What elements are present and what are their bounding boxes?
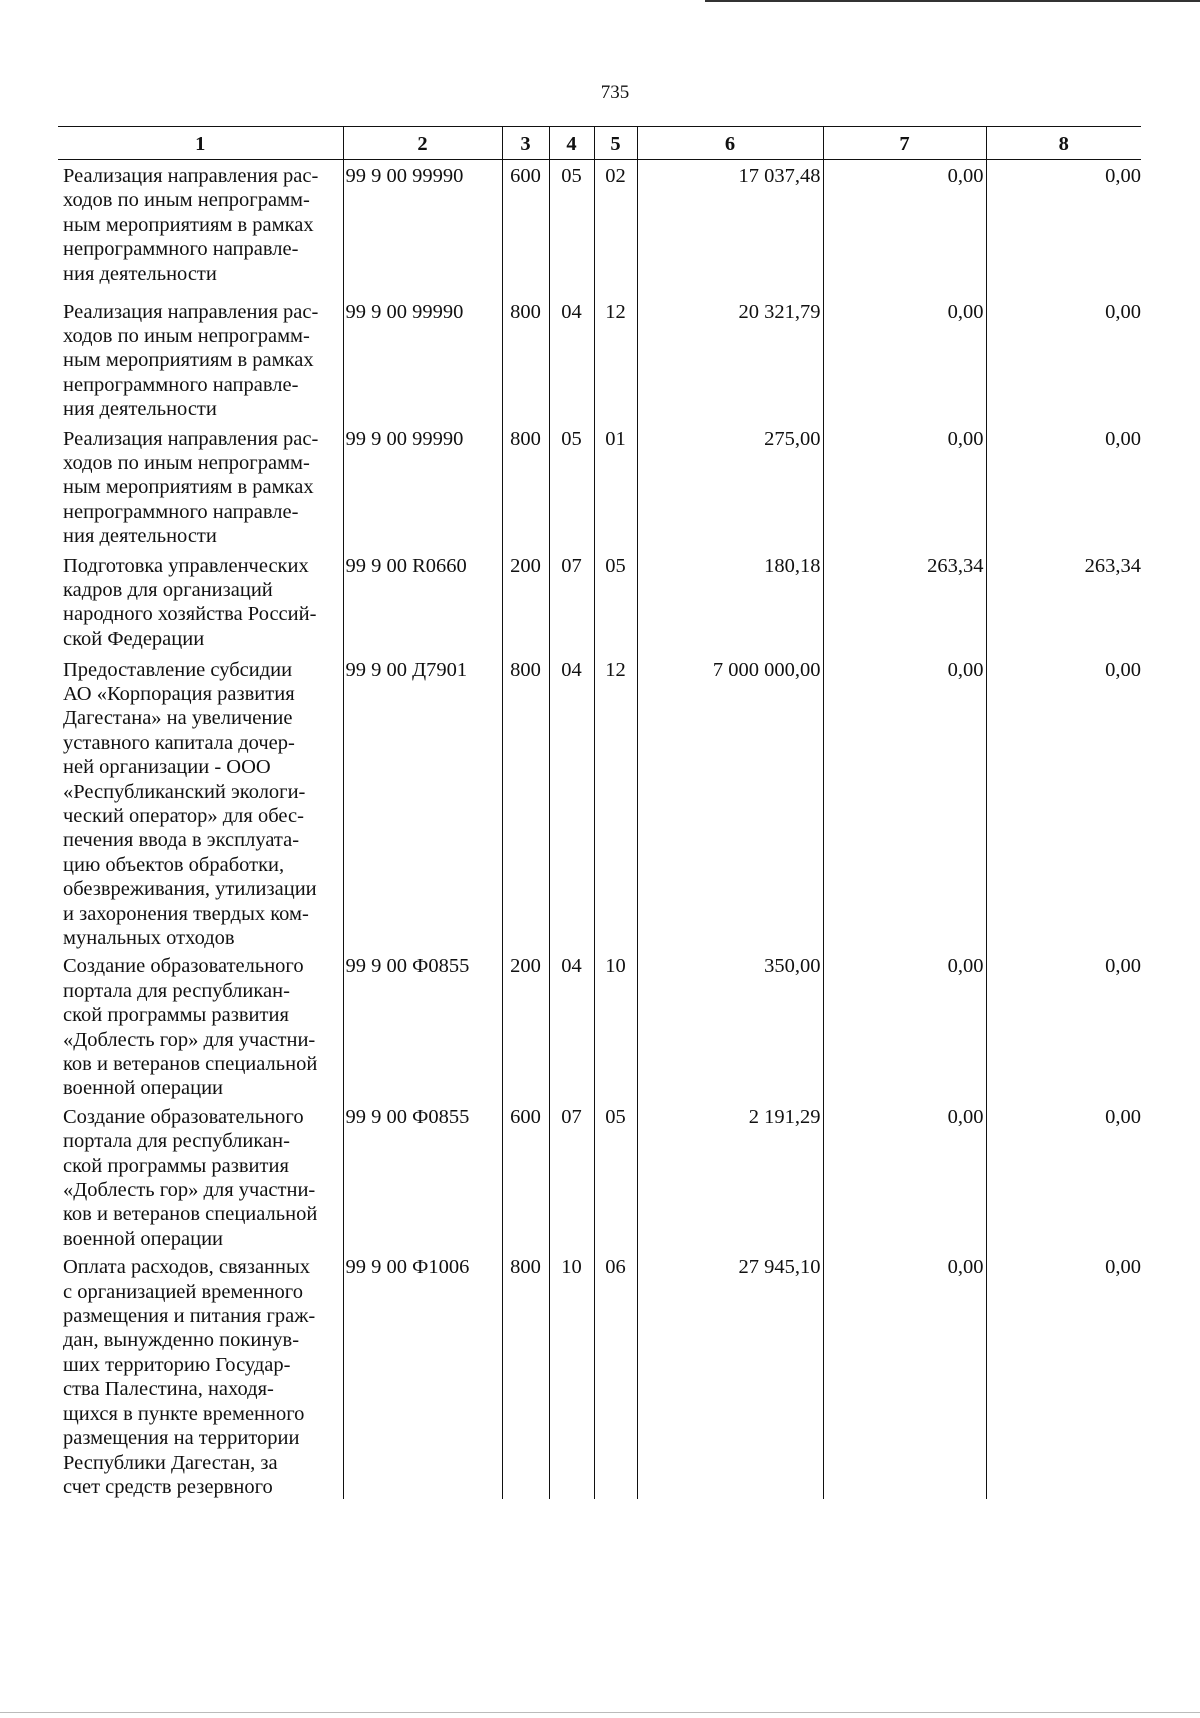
row-col-3-cell: 800 [502, 296, 549, 423]
row-name-line: Создание образовательного [63, 1105, 304, 1128]
row-name-line: ходов по иным непрограмм- [63, 324, 310, 347]
row-name-line: дан, вынужденно покинув- [63, 1329, 300, 1352]
top-rule [705, 0, 1200, 2]
row-col-6-cell: 7 000 000,00 [637, 654, 823, 951]
row-name-cell [58, 550, 343, 654]
row-col-6-cell: 180,18 [637, 550, 823, 654]
row-code-cell: 99 9 00 R0660 [343, 550, 502, 654]
row-name-line: «Доблесть гор» для участни- [63, 1028, 316, 1051]
row-name-line: ным мероприятиям в рамках [63, 349, 314, 372]
row-name-line: народного хозяйства Россий- [63, 603, 317, 626]
row-name-line: ным мероприятиям в рамках [63, 476, 314, 499]
row-name-line: ходов по иным непрограмм- [63, 451, 310, 474]
row-name-line: ния деятельности [63, 398, 217, 421]
row-name-line: ской программы развития [63, 1004, 289, 1027]
row-name-line: Оплата расходов, связанных [63, 1256, 311, 1279]
row-code-cell: 99 9 00 Д7901 [343, 654, 502, 951]
table-row [58, 654, 1141, 951]
row-name-line: АО «Корпорация развития [63, 682, 295, 705]
row-col-3-cell: 200 [502, 550, 549, 654]
row-name-cell [58, 1251, 343, 1499]
bottom-rule [0, 1712, 1200, 1713]
row-name-line: ской программы развития [63, 1154, 289, 1177]
row-name-line: размещения на территории [63, 1427, 300, 1450]
row-col-3-cell: 800 [502, 423, 549, 550]
row-col-3-cell: 800 [502, 1251, 549, 1499]
row-name-line: военной операции [63, 1077, 224, 1100]
header-col-6: 6 [637, 127, 823, 160]
row-name-line: ской Федерации [63, 627, 205, 650]
table-row [58, 1101, 1141, 1251]
row-col-5-cell: 02 [594, 160, 637, 296]
row-name-line: с организацией временного [63, 1280, 303, 1303]
table-row [58, 550, 1141, 654]
row-col-6-cell: 275,00 [637, 423, 823, 550]
row-col-3-cell: 200 [502, 950, 549, 1100]
table-body [58, 160, 1141, 1500]
row-name-line: Республики Дагестан, за [63, 1451, 278, 1474]
row-name-line: Подготовка управленческих [63, 554, 309, 577]
row-col-6-cell: 2 191,29 [637, 1101, 823, 1251]
row-col-5-cell: 12 [594, 654, 637, 951]
row-name-line: цию объектов обработки, [63, 853, 285, 876]
row-name-line: Предоставление субсидии [63, 658, 293, 681]
row-col-5-cell: 01 [594, 423, 637, 550]
row-col-6-cell: 20 321,79 [637, 296, 823, 423]
row-name-cell [58, 1101, 343, 1251]
header-col-8: 8 [986, 127, 1141, 160]
row-name-line: Дагестана» на увеличение [63, 707, 293, 730]
row-name-line: ческий оператор» для обес- [63, 804, 304, 827]
row-name-line: ным мероприятиям в рамках [63, 213, 314, 236]
row-name-cell [58, 423, 343, 550]
row-col-4-cell: 04 [549, 950, 594, 1100]
row-code-cell: 99 9 00 99990 [343, 160, 502, 296]
row-name-line: мунальных отходов [63, 926, 235, 949]
header-row [58, 127, 1141, 160]
row-name-line: непрограммного направле- [63, 238, 299, 261]
row-col-7-cell: 0,00 [823, 1251, 986, 1499]
row-col-8-cell: 0,00 [986, 160, 1141, 296]
row-name-line: портала для республикан- [63, 979, 290, 1002]
row-name-line: ходов по иным непрограмм- [63, 189, 310, 212]
row-name-line: печения ввода в эксплуата- [63, 829, 300, 852]
row-col-4-cell: 04 [549, 296, 594, 423]
row-col-8-cell: 0,00 [986, 950, 1141, 1100]
row-col-5-cell: 12 [594, 296, 637, 423]
row-col-3-cell: 600 [502, 160, 549, 296]
row-name-line: ния деятельности [63, 262, 217, 285]
row-name-cell [58, 950, 343, 1100]
table-row [58, 1251, 1141, 1499]
table-row [58, 296, 1141, 423]
row-code-cell: 99 9 00 99990 [343, 296, 502, 423]
row-code-cell: 99 9 00 Ф0855 [343, 950, 502, 1100]
row-col-7-cell: 263,34 [823, 550, 986, 654]
table-row [58, 160, 1141, 296]
row-name-cell [58, 654, 343, 951]
header-col-4: 4 [549, 127, 594, 160]
row-name-line: размещения и питания граж- [63, 1305, 316, 1328]
row-name-line: ков и ветеранов специальной [63, 1053, 318, 1075]
row-name-line: портала для республикан- [63, 1130, 290, 1153]
row-name-line: уставного капитала дочер- [63, 731, 295, 754]
row-name-line: непрограммного направле- [63, 500, 299, 523]
row-col-6-cell: 17 037,48 [637, 160, 823, 296]
row-name-line: счет средств резервного [63, 1475, 273, 1498]
row-name-line: «Доблесть гор» для участни- [63, 1179, 316, 1202]
row-name-line: ства Палестина, находя- [63, 1378, 274, 1401]
row-name-line: Реализация направления рас- [63, 427, 319, 450]
row-name-line: ков и ветеранов специальной [63, 1203, 318, 1226]
row-col-5-cell: 10 [594, 950, 637, 1100]
row-col-4-cell: 10 [549, 1251, 594, 1499]
row-name-line: кадров для организаций [63, 578, 273, 601]
row-code-cell: 99 9 00 Ф1006 [343, 1251, 502, 1499]
row-col-7-cell: 0,00 [823, 296, 986, 423]
row-col-7-cell: 0,00 [823, 950, 986, 1100]
row-col-4-cell: 05 [549, 160, 594, 296]
row-col-7-cell: 0,00 [823, 423, 986, 550]
row-code-cell: 99 9 00 Ф0855 [343, 1101, 502, 1251]
row-name-line: военной операции [63, 1227, 224, 1250]
header-col-2: 2 [343, 127, 502, 160]
row-name-line: ней организации - ООО [63, 756, 271, 779]
row-col-3-cell: 600 [502, 1101, 549, 1251]
row-col-5-cell: 05 [594, 1101, 637, 1251]
row-name-line: Реализация направления рас- [63, 165, 319, 187]
row-col-6-cell: 350,00 [637, 950, 823, 1100]
header-col-3: 3 [502, 127, 549, 160]
row-name-line: щихся в пункте временного [63, 1402, 305, 1425]
header-col-5: 5 [594, 127, 637, 160]
row-name-line: обезвреживания, утилизации [63, 878, 317, 901]
budget-table [58, 126, 1141, 1499]
row-col-8-cell: 0,00 [986, 1101, 1141, 1251]
row-name-cell [58, 160, 343, 296]
row-col-7-cell: 0,00 [823, 1101, 986, 1251]
row-name-line: Создание образовательного [63, 955, 304, 978]
table-row [58, 950, 1141, 1100]
row-col-3-cell: 800 [502, 654, 549, 951]
row-col-6-cell: 27 945,10 [637, 1251, 823, 1499]
header-col-7: 7 [823, 127, 986, 160]
row-name-line: и захоронения твердых ком- [63, 902, 309, 925]
row-name-line: Реализация направления рас- [63, 300, 319, 323]
row-name-line: ния деятельности [63, 525, 217, 548]
page-number: 735 [600, 82, 630, 103]
row-code-cell: 99 9 00 99990 [343, 423, 502, 550]
header-col-1: 1 [58, 127, 343, 160]
row-col-7-cell: 0,00 [823, 160, 986, 296]
row-col-8-cell: 0,00 [986, 1251, 1141, 1499]
table-row [58, 423, 1141, 550]
row-col-4-cell: 07 [549, 550, 594, 654]
row-col-5-cell: 05 [594, 550, 637, 654]
row-name-line: непрограммного направле- [63, 373, 299, 396]
row-col-8-cell: 0,00 [986, 296, 1141, 423]
row-col-4-cell: 07 [549, 1101, 594, 1251]
row-name-line: ших территорию Государ- [63, 1353, 291, 1376]
row-col-8-cell: 0,00 [986, 423, 1141, 550]
row-col-5-cell: 06 [594, 1251, 637, 1499]
row-name-line: «Республиканский экологи- [63, 780, 306, 803]
row-col-8-cell: 263,34 [986, 550, 1141, 654]
row-col-8-cell: 0,00 [986, 654, 1141, 951]
row-col-4-cell: 05 [549, 423, 594, 550]
row-col-4-cell: 04 [549, 654, 594, 951]
row-name-cell [58, 296, 343, 423]
row-col-7-cell: 0,00 [823, 654, 986, 951]
